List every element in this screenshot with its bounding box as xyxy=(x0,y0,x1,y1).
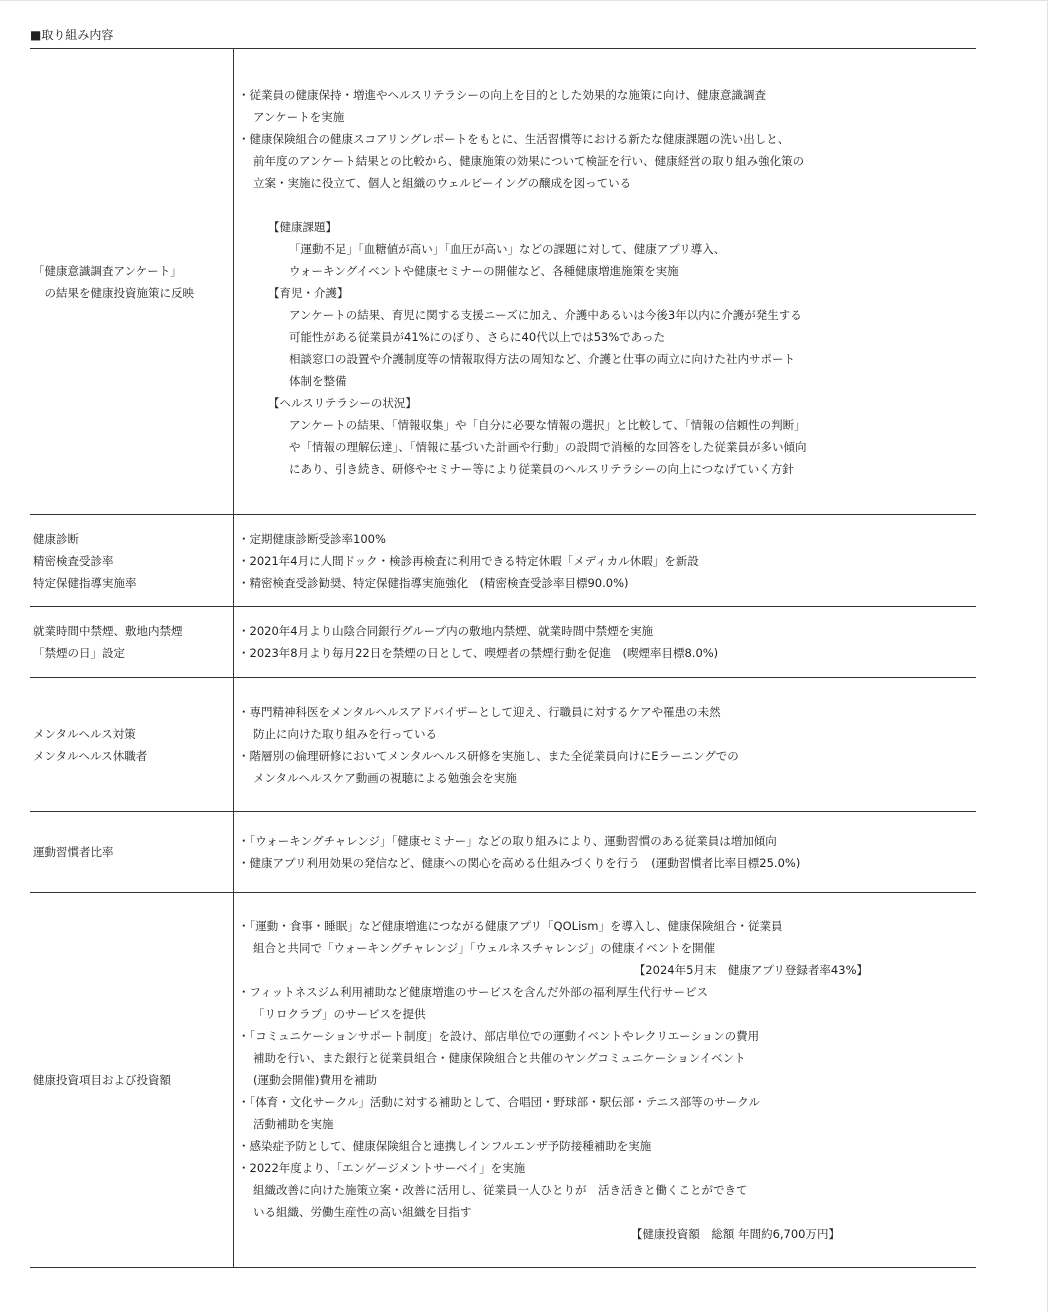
row-content xyxy=(234,893,976,1267)
content-line: 【育児・介護】 xyxy=(268,285,349,300)
initiatives-table xyxy=(30,48,976,1268)
row-label xyxy=(30,607,234,677)
row-content xyxy=(234,515,976,606)
content-line: ウォーキングイベントや健康セミナーの開催など、各種健康増進施策を実施 xyxy=(289,263,679,278)
row-label-line: の結果を健康投資施策に反映 xyxy=(33,285,194,300)
content-line: 前年度のアンケート結果との比較から、健康施策の効果について検証を行い、健康経営の取り組み強化策の xyxy=(253,153,805,168)
row-label-line: 特定保健指導実施率 xyxy=(33,575,137,590)
table-row xyxy=(30,811,976,892)
table-row xyxy=(30,892,976,1268)
table-row xyxy=(30,514,976,606)
content-line: ・フィットネスジム利用補助など健康増進のサービスを含んだ外部の福利厚生代行サービス xyxy=(238,985,708,999)
content-line: ・定期健康診断受診率100% xyxy=(238,531,386,546)
row-label-line: 就業時間中禁煙、敷地内禁煙 xyxy=(33,624,183,638)
content-line: 【健康投資額 総額 年間約6,700万円】 xyxy=(630,1227,840,1241)
row-label-line: メンタルヘルス対策 xyxy=(33,726,136,741)
content-line: 立案・実施に役立て、個人と組織のウェルビーイングの醸成を図っている xyxy=(253,175,632,190)
row-label-line: 運動習慣者比率 xyxy=(33,845,114,859)
content-line: いる組織、労働生産性の高い組織を目指す xyxy=(253,1205,472,1219)
content-line: 【2024年5月末 健康アプリ登録者率43%】 xyxy=(633,963,868,977)
content-line: にあり、引き続き、研修やセミナー等により従業員のヘルスリテラシーの向上につなげていく方針 xyxy=(289,461,794,476)
row-label-line: メンタルヘルス休職者 xyxy=(33,748,148,763)
content-line: や「情報の理解伝達」、「情報に基づいた計画や行動」の設問で消極的な回答をした従業員が多い傾向 xyxy=(289,439,807,454)
content-line: 活動補助を実施 xyxy=(253,1117,334,1131)
content-line: ・専門精神科医をメンタルヘルスアドバイザーとして迎え、行職員に対するケアや罹患の未然 xyxy=(238,704,721,719)
content-line: (運動会開催)費用を補助 xyxy=(253,1073,377,1087)
table-row xyxy=(30,677,976,811)
content-line: 【健康課題】 xyxy=(268,219,337,234)
content-line: ・健康保険組合の健康スコアリングレポートをもとに、生活習慣等における新たな健康課題の洗い出しと、 xyxy=(238,131,790,146)
content-line: ・「運動・食事・睡眠」など健康増進につながる健康アプリ「QOLism」を導入し、健康保険組合・従業員 xyxy=(238,919,783,933)
content-line: ・2021年4月に人間ドック・検診再検査に利用できる特定休暇「メディカル休暇」を新設 xyxy=(238,553,699,568)
content-line: 組合と共同で「ウォーキングチャレンジ」「ウェルネスチャレンジ」の健康イベントを開催 xyxy=(253,941,716,955)
content-line: ・「ウォーキングチャレンジ」「健康セミナー」などの取り組みにより、運動習慣のある従業員は増加傾向 xyxy=(238,834,777,848)
content-line: 補助を行い、また銀行と従業員組合・健康保険組合と共催のヤングコミュニケーションイベント xyxy=(253,1051,746,1065)
row-label-line: 「健康意識調査アンケート」 xyxy=(33,263,182,278)
content-line: メンタルヘルスケア動画の視聴による勉強会を実施 xyxy=(253,770,517,785)
content-line: ・2020年4月より山陰合同銀行グループ内の敷地内禁煙、就業時間中禁煙を実施 xyxy=(238,624,654,638)
section-heading: ■取り組み内容 xyxy=(30,28,114,42)
row-label-line: 「禁煙の日」設定 xyxy=(33,646,125,660)
row-label-line: 健康投資項目および投資額 xyxy=(33,1073,171,1087)
row-label-line: 健康診断 xyxy=(33,531,79,546)
content-line: ・2023年8月より毎月22日を禁煙の日として、喫煙者の禁煙行動を促進 (喫煙率目標8.0%) xyxy=(238,646,719,660)
content-line: ・階層別の倫理研修においてメンタルヘルス研修を実施し、また全従業員向けにEラーニングでの xyxy=(238,748,739,763)
table-row xyxy=(30,606,976,677)
content-line: アンケートの結果、「情報収集」や「自分に必要な情報の選択」と比較して、「情報の信頼性の判断」 xyxy=(289,417,806,432)
content-line: アンケートの結果、育児に関する支援ニーズに加え、介護中あるいは今後3年以内に介護が発生する xyxy=(289,307,802,322)
row-content xyxy=(234,49,976,514)
content-line: 防止に向けた取り組みを行っている xyxy=(253,726,437,741)
content-line: ・精密検査受診勧奨、特定保健指導実施強化 (精密検査受診率目標90.0%) xyxy=(238,575,629,590)
content-line: 組織改善に向けた施策立案・改善に活用し、従業員一人ひとりが 活き活きと働くことができて xyxy=(253,1183,748,1197)
content-line: ・「体育・文化サークル」活動に対する補助として、合唱団・野球部・駅伝部・テニス部等のサークル xyxy=(238,1095,760,1109)
row-content xyxy=(234,812,976,892)
row-label xyxy=(30,515,234,606)
content-line: 「リロクラブ」のサービスを提供 xyxy=(253,1007,426,1021)
row-label xyxy=(30,893,234,1267)
content-line: アンケートを実施 xyxy=(253,109,345,124)
row-label xyxy=(30,49,234,514)
frame-top-border xyxy=(0,0,1048,1)
content-line: ・感染症予防として、健康保険組合と連携しインフルエンザ予防接種補助を実施 xyxy=(238,1139,652,1153)
content-line: 【ヘルスリテラシーの状況】 xyxy=(268,395,417,410)
row-content xyxy=(234,607,976,677)
row-label xyxy=(30,678,234,811)
row-content xyxy=(234,678,976,811)
content-line xyxy=(238,194,976,216)
content-line: 「運動不足」「血糖値が高い」「血圧が高い」などの課題に対して、健康アプリ導入、 xyxy=(289,241,726,256)
row-label xyxy=(30,812,234,892)
content-line: ・2022年度より、「エンゲージメントサーベイ」を実施 xyxy=(238,1161,526,1175)
content-line: ・「コミュニケーションサポート制度」を設け、部店単位での運動イベントやレクリエーションの費用 xyxy=(238,1029,760,1043)
content-line: 可能性がある従業員が41%にのぼり、さらに40代以上では53%であった xyxy=(289,329,666,344)
content-line: 相談窓口の設置や介護制度等の情報取得方法の周知など、介護と仕事の両立に向けた社内サポート xyxy=(289,351,795,366)
table-row xyxy=(30,48,976,514)
content-line: ・従業員の健康保持・増進やヘルスリテラシーの向上を目的とした効果的な施策に向け、健康意識調査 xyxy=(238,87,766,102)
content-line: ・健康アプリ利用効果の発信など、健康への関心を高める仕組みづくりを行う (運動習慣者比率目標25.0%) xyxy=(238,856,801,870)
content-line: 体制を整備 xyxy=(289,373,347,388)
row-label-line: 精密検査受診率 xyxy=(33,553,114,568)
